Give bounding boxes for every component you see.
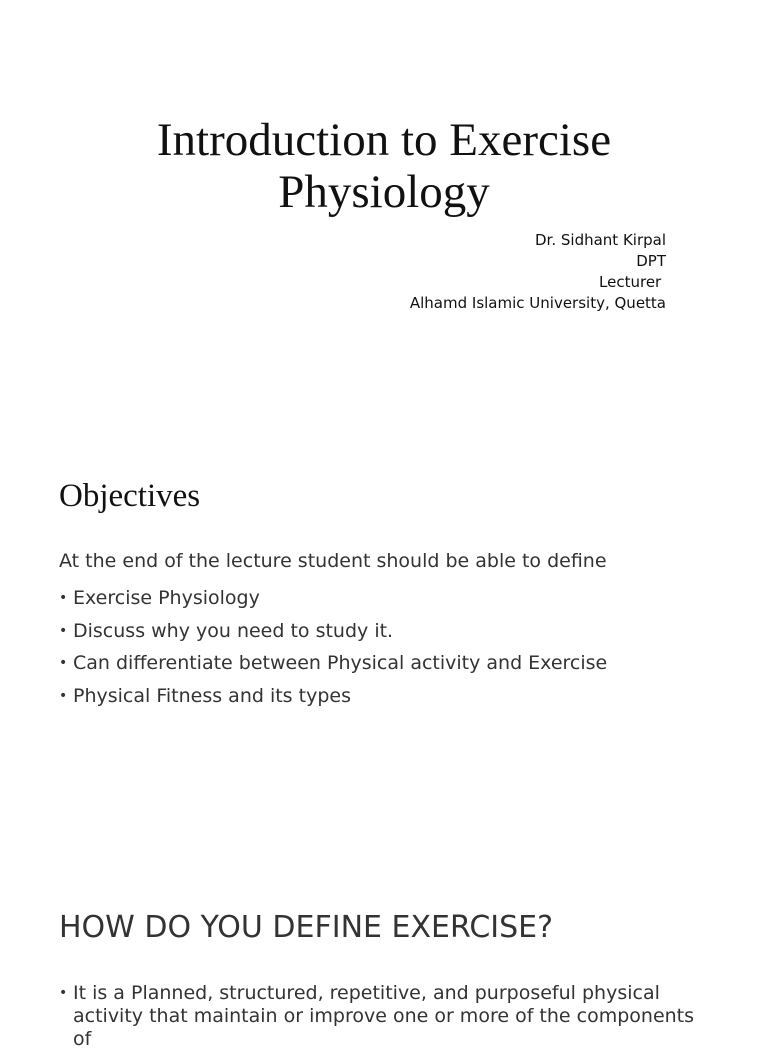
list-item <box>59 647 607 680</box>
slide-title <box>0 0 768 418</box>
list-item-text: Exercise Physiology <box>73 587 260 609</box>
title-line-2: Physiology <box>278 166 490 218</box>
list-item-text: Discuss why you need to study it. <box>73 619 394 642</box>
bullet-icon: • <box>59 622 68 639</box>
definition-list <box>59 982 709 1051</box>
bullet-icon: • <box>59 655 68 671</box>
objectives-list <box>59 582 607 712</box>
list-item-text: It is a Planned, structured, repetitive, and purposeful physical activity that maintain or improve one or more of the components of <box>73 982 695 1050</box>
author-name: Dr. Sidhant Kirpal <box>535 231 666 249</box>
slide-objectives <box>0 432 768 852</box>
define-exercise-heading: HOW DO YOU DEFINE EXERCISE? <box>59 910 554 945</box>
author-institution: Alhamd Islamic University, Quetta <box>409 294 666 312</box>
bullet-icon: • <box>59 687 68 704</box>
list-item <box>59 582 607 615</box>
list-item-text: Physical Fitness and its types <box>73 684 351 707</box>
list-item-text: Can differentiate between Physical activity and Exercise <box>73 652 608 674</box>
author-position: Lecturer <box>599 273 666 291</box>
bullet-icon: • <box>59 985 68 1001</box>
list-item <box>59 982 709 1051</box>
presentation-title <box>100 114 668 218</box>
list-item <box>59 615 607 648</box>
author-degree: DPT <box>636 252 666 270</box>
author-info <box>410 230 666 314</box>
bullet-icon: • <box>59 590 68 606</box>
title-line-1: Introduction to Exercise <box>156 114 612 166</box>
list-item <box>59 680 607 713</box>
objectives-intro: At the end of the lecture student should be able to define <box>59 550 607 572</box>
slide-define-exercise <box>0 866 768 1050</box>
objectives-heading: Objectives <box>59 478 201 514</box>
